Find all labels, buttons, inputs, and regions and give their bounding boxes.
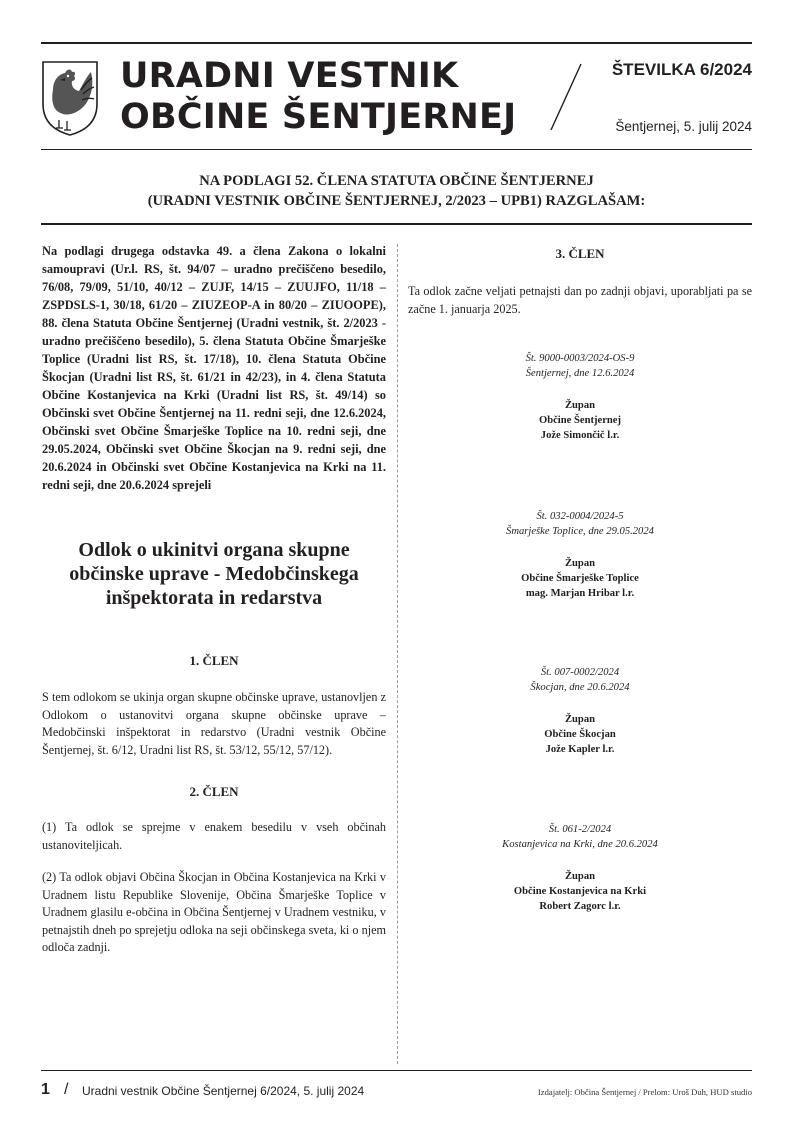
footer-rule: [41, 1070, 752, 1071]
footer-publication-title: Uradni vestnik Občine Šentjernej 6/2024, 5. julij 2024: [82, 1084, 365, 1098]
header-bottom-rule: [41, 149, 752, 150]
article1-text: S tem odlokom se ukinja organ skupne občinske uprave, ustanovljen z Odlokom o ustanovitvi organa skupne občinske uprave – Medobčinski inšpektorat in redarstvo (Uradni vestnik Občine Šentjernej, št. 6/12, Uradni list RS, št. 53/12, 55/12, 57/12).: [42, 690, 386, 757]
signature-name: mag. Marjan Hribar l.r.: [525, 588, 635, 599]
decree-heading: [41, 171, 752, 211]
decree-line1: NA PODLAGI 52. ČLENA STATUTA OBČINE ŠENTJERNEJ: [199, 173, 594, 189]
left-column: [42, 242, 386, 957]
signature-block-kostanjevica: [408, 822, 752, 914]
signature-title: Župan: [564, 558, 596, 569]
signature-municipality: Občine Šmarješke Toplice: [521, 573, 639, 584]
signature-name: Jože Kapler l.r.: [545, 744, 615, 755]
issue-date: Šentjernej, 5. julij 2024: [615, 119, 752, 134]
issue-number: ŠTEVILKA 6/2024: [611, 60, 752, 79]
signature-title: Župan: [564, 871, 596, 882]
signature-municipality: Občine Šentjernej: [538, 415, 622, 426]
signature-title: Župan: [564, 714, 596, 725]
footer-credits: Izdajatelj: Občina Šentjernej / Prelom: Uroš Duh, HUD studio: [537, 1087, 752, 1097]
article1-heading: 1. ČLEN: [189, 653, 239, 668]
signature-reference: Št. 032-0004/2024-5: [536, 511, 624, 522]
top-rule: [41, 42, 752, 44]
signature-place-date: Škocjan, dne 20.6.2024: [530, 682, 630, 693]
paper-title-line2: OBČINE ŠENTJERNEJ: [120, 97, 517, 137]
signature-block-sentjernej: [408, 351, 752, 443]
footer-separator: /: [64, 1081, 69, 1098]
article2-paragraph1: (1) Ta odlok se sprejme v enakem besedilu v vseh občinah ustanoviteljicah.: [42, 820, 386, 852]
article2-paragraph2: (2) Ta odlok objavi Občina Škocjan in Občina Kostanjevica na Krki v Uradnem listu Republike Slovenije, Občina Šmarješke Toplice v Uradnem glasilu e-občina in Občina Šentjernej v Uradnem vestniku, v petnajstih dneh po sprejetju odloka na seji občinskega sveta, ki o njem odloča zadnji.: [42, 870, 386, 954]
act-title: Odlok o ukinitvi organa skupne občinske uprave - Medobčinskega inšpektorata in redarstva: [69, 539, 359, 609]
signature-name: Jože Simončič l.r.: [540, 430, 620, 441]
column-divider: [397, 244, 398, 1064]
footer-page-number: 1: [41, 1081, 50, 1098]
signature-place-date: Kostanjevica na Krki, dne 20.6.2024: [502, 839, 658, 850]
signature-municipality: Občine Škocjan: [544, 729, 616, 740]
article3-heading: 3. ČLEN: [555, 246, 605, 261]
article2-heading: 2. ČLEN: [189, 784, 239, 799]
decree-line2: (URADNI VESTNIK OBČINE ŠENTJERNEJ, 2/2023 – UPB1) RAZGLAŠAM:: [147, 193, 646, 209]
paper-title-line1: URADNI VESTNIK: [120, 56, 459, 96]
header-slash-divider: [548, 62, 584, 132]
article3-text: Ta odlok začne veljati petnajsti dan po zadnji objavi, uporabljati pa se začne 1. januarja 2025.: [408, 284, 752, 316]
signature-block-skocjan: [408, 665, 752, 757]
preamble-paragraph: Na podlagi drugega odstavka 49. a člena Zakona o lokalni samoupravi (Ur.l. RS, št. 94/07 – uradno prečiščeno besedilo, 76/08, 79/09, 51/10, 40/12 – ZUJF, 14/15 – ZUUJFO, 11/18 – ZSPDSLS-1, 30/18, 61/20 – ZIUZEOP-A in 80/20 – ZIUOOPE), 88. člena Statuta Občine Šentjernej (Uradni vestnik, št. 2/2023 - uradno prečiščeno besedilo), 5. člena Statuta Občine Šmarješke Toplice (Uradni list RS, št. 17/18), 10. člena Statuta Občine Škocjan (Uradni list RS, št. 61/21 in 42/23), in 4. člena Statuta Občine Kostanjevica na Krki (Uradni list RS, št. 49/14) so Občinski svet Občine Šentjernej na 11. redni seji, dne 12.6.2024, Občinski svet Občine Šmarješke Toplice na 10. redni seji, dne 29.05.2024, Občinski svet Občine Škocjan na 9. redni seji, dne 20.6.2024 in Občinski svet Občine Kostanjevica na Krki na 11. redni seji, dne 20.6.2024 sprejeli: [42, 244, 386, 492]
signature-reference: Št. 007-0002/2024: [540, 667, 620, 678]
signature-name: Robert Zagorc l.r.: [539, 901, 621, 912]
signature-reference: Št. 061-2/2024: [548, 824, 612, 835]
paper-title: [120, 56, 516, 138]
signature-municipality: Občine Kostanjevica na Krki: [513, 886, 647, 897]
signature-place-date: Šentjernej, dne 12.6.2024: [525, 368, 635, 379]
signature-place-date: Šmarješke Toplice, dne 29.05.2024: [506, 526, 654, 537]
signature-title: Župan: [564, 400, 596, 411]
right-column: [408, 245, 752, 318]
signature-reference: Št. 9000-0003/2024-OS-9: [525, 353, 635, 364]
coat-of-arms-icon: [41, 60, 99, 136]
decree-bottom-rule: [41, 223, 752, 225]
signature-block-smarjeske-toplice: [408, 509, 752, 601]
